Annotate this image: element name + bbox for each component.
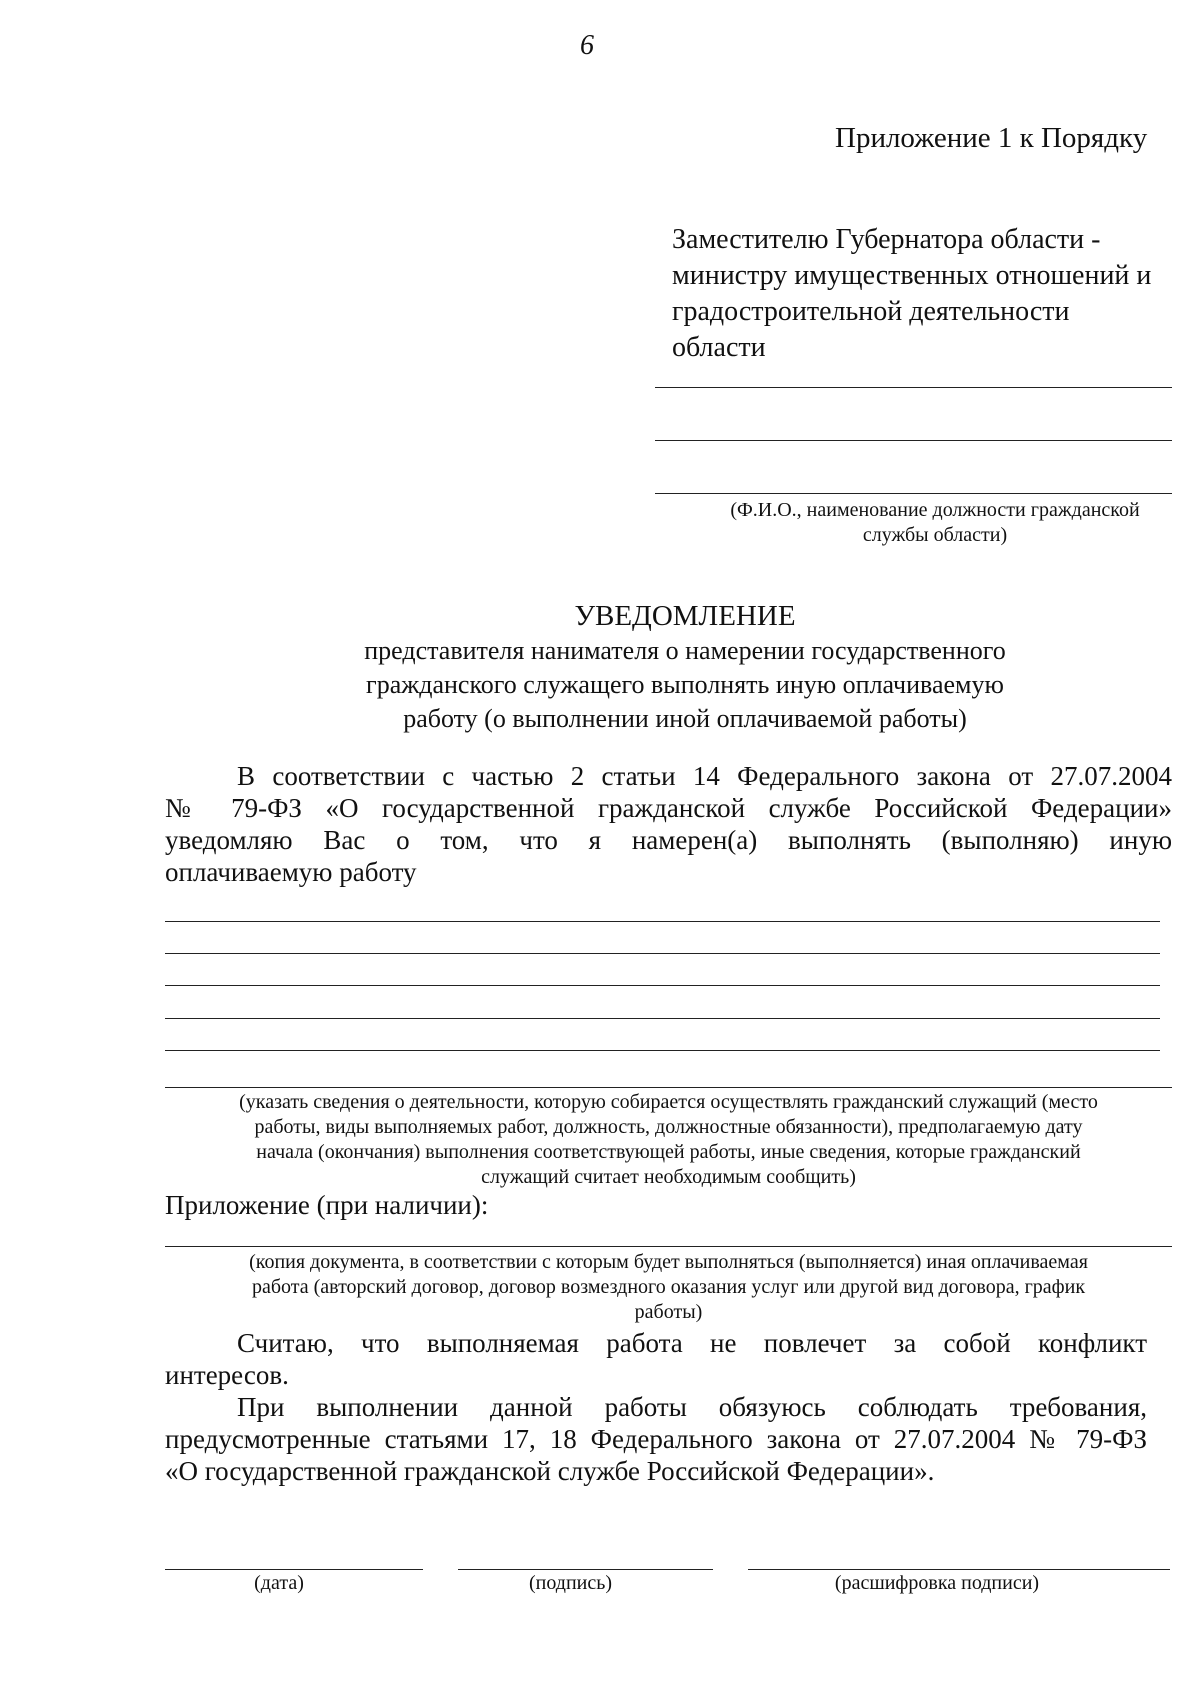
addressee-blank-line[interactable] xyxy=(655,440,1172,441)
activity-caption xyxy=(165,1090,1172,1190)
activity-caption-line: служащий считает необходимым сообщить) xyxy=(481,1166,856,1188)
activity-caption-line: (указать сведения о деятельности, которую собирается осуществлять гражданский служащий (место xyxy=(239,1091,1098,1113)
body-line: № 79-ФЗ «О государственной гражданской службе Российской Федерации» xyxy=(165,793,1172,823)
activity-blank-line[interactable] xyxy=(165,921,1160,922)
signature-decode-line[interactable] xyxy=(748,1569,1170,1570)
subtitle-line: представителя нанимателя о намерении государственного xyxy=(364,636,1006,665)
signature-decode-caption: (расшифровка подписи) xyxy=(834,1572,1040,1594)
activity-blank-line[interactable] xyxy=(165,985,1160,986)
signature-line[interactable] xyxy=(458,1569,713,1570)
addressee-blank-line[interactable] xyxy=(655,493,1172,494)
subtitle-line: гражданского служащего выполнять иную оплачиваемую xyxy=(366,670,1004,699)
body-paragraph xyxy=(165,760,1172,888)
body-line: уведомляю Вас о том, что я намерен(а) выполнять (выполняю) иную xyxy=(165,825,1172,855)
fio-caption-line: службы области) xyxy=(862,524,1008,546)
requirements-line: «О государственной гражданской службе Российской Федерации». xyxy=(165,1456,935,1486)
addressee-line: Заместителю Губернатора области - xyxy=(672,224,1101,255)
activity-caption-line: начала (окончания) выполнения соответствующей работы, иные сведения, которые гражданский xyxy=(256,1141,1081,1163)
conflict-line: интересов. xyxy=(165,1360,289,1390)
subtitle-line: работу (о выполнении иной оплачиваемой работы) xyxy=(403,704,967,733)
document-subtitle xyxy=(300,634,1070,736)
addressee-block xyxy=(672,222,1192,366)
attachment-caption-line: (копия документа, в соответствии с которым будет выполняться (выполняется) иная оплачиваемая xyxy=(249,1251,1088,1273)
activity-blank-line[interactable] xyxy=(165,953,1160,954)
activity-blank-line[interactable] xyxy=(165,1018,1160,1019)
date-caption: (дата) xyxy=(254,1572,304,1594)
date-line[interactable] xyxy=(165,1569,423,1570)
requirements-line: предусмотренные статьями 17, 18 Федерального закона от 27.07.2004 № 79-ФЗ xyxy=(165,1424,1147,1454)
activity-blank-line[interactable] xyxy=(165,1050,1160,1051)
attachment-blank-line[interactable] xyxy=(165,1246,1172,1247)
document-title: УВЕДОМЛЕНИЕ xyxy=(574,600,796,632)
signature-caption: (подпись) xyxy=(528,1572,613,1594)
addressee-blank-line[interactable] xyxy=(655,387,1172,388)
attachment-caption-line: работа (авторский договор, договор возмездного оказания услуг или другой вид договора, график xyxy=(251,1276,1086,1298)
requirements-line: При выполнении данной работы обязуюсь соблюдать требования, xyxy=(237,1392,1147,1422)
requirements-paragraph xyxy=(165,1391,1147,1487)
attachment-caption xyxy=(165,1250,1172,1325)
addressee-line: министру имущественных отношений и xyxy=(672,260,1152,291)
attachment-caption-line: работы) xyxy=(634,1301,703,1323)
activity-blank-line[interactable] xyxy=(165,1087,1172,1088)
addressee-line: области xyxy=(672,332,766,363)
addressee-line: градостроительной деятельности xyxy=(672,296,1070,327)
fio-caption xyxy=(680,498,1190,548)
body-line: В соответствии с частью 2 статьи 14 Федерального закона от 27.07.2004 xyxy=(237,761,1172,791)
conflict-line: Считаю, что выполняемая работа не повлечет за собой конфликт xyxy=(237,1328,1147,1358)
page-number: 6 xyxy=(580,30,594,61)
attachment-label: Приложение (при наличии): xyxy=(165,1190,489,1220)
fio-caption-line: (Ф.И.О., наименование должности гражданской xyxy=(730,499,1140,521)
conflict-paragraph xyxy=(165,1327,1147,1391)
appendix-reference: Приложение 1 к Порядку xyxy=(835,122,1148,154)
body-line: оплачиваемую работу xyxy=(165,857,417,887)
activity-caption-line: работы, виды выполняемых работ, должность, должностные обязанности), предполагаемую дату xyxy=(254,1116,1083,1138)
